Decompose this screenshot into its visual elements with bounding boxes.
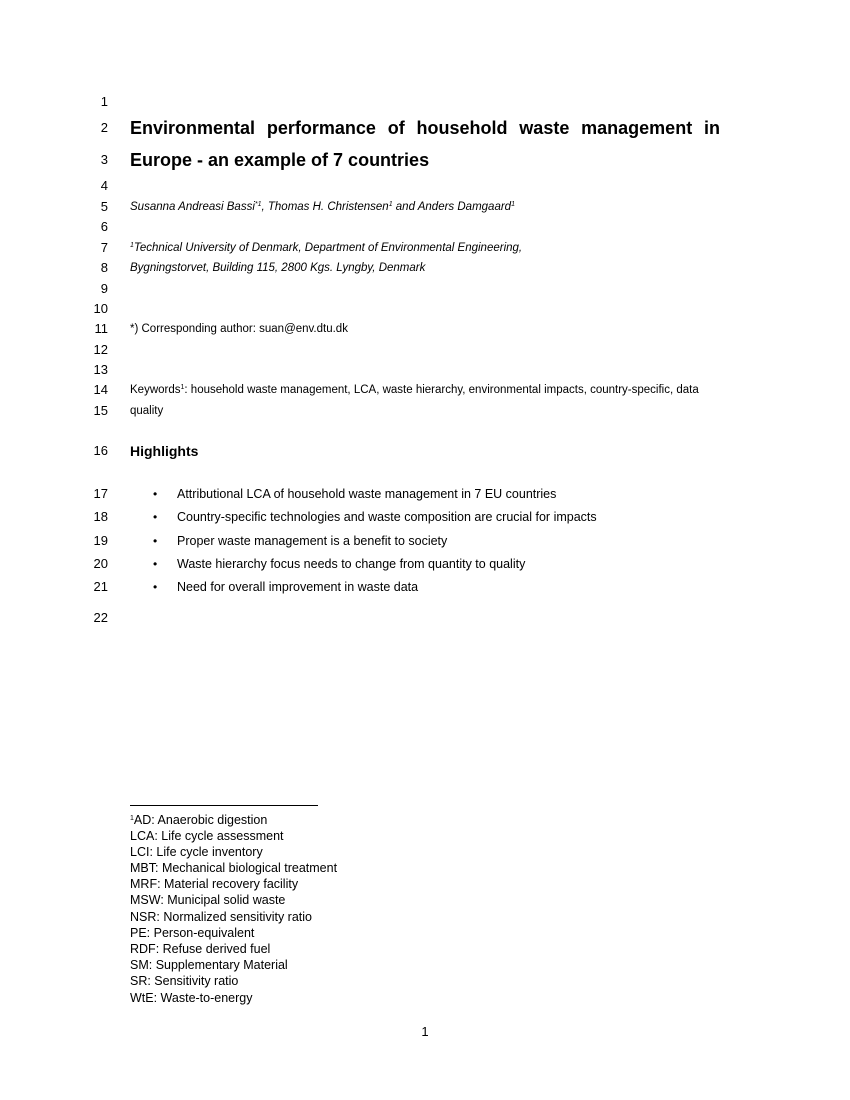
line-number: 6 (100, 219, 108, 234)
line-number: 22 (93, 610, 108, 625)
highlight-item: Need for overall improvement in waste data (177, 580, 419, 594)
affiliation-line-2: Bygningstorvet, Building 115, 2800 Kgs. Lyngby, Denmark (130, 262, 426, 274)
keywords-text: : household waste management, LCA, waste hierarchy, environmental impacts, country-specific, data (184, 384, 699, 396)
footnote-text: AD: Anaerobic digestion (133, 813, 268, 827)
line-number: 1 (100, 94, 108, 109)
line-number: 15 (93, 403, 108, 418)
footnote-line: MRF: Material recovery facility (130, 877, 299, 891)
bullet-icon: • (153, 534, 158, 548)
footnote-superscript: 1 (130, 815, 134, 822)
footnote-line: WtE: Waste-to-energy (130, 991, 253, 1005)
bullet-icon: • (153, 557, 158, 571)
footnote-line: RDF: Refuse derived fuel (130, 942, 271, 956)
footnote-line: SR: Sensitivity ratio (130, 974, 239, 988)
footnote-line: PE: Person-equivalent (130, 926, 255, 940)
highlights-heading: Highlights (130, 443, 199, 459)
keywords-line-2: quality (130, 405, 164, 417)
author-superscript: 1 (388, 201, 393, 208)
highlight-item: Waste hierarchy focus needs to change from quantity to quality (177, 557, 526, 571)
line-number: 17 (93, 486, 108, 501)
author-name: and Anders Damgaard (392, 201, 512, 213)
affiliation-text: Technical University of Denmark, Department of Environmental Engineering, (133, 242, 523, 254)
keywords-label: Keywords (130, 384, 181, 396)
author-name: , Thomas H. Christensen (261, 201, 389, 213)
line-number: 3 (100, 152, 108, 167)
author-superscript: *1 (254, 201, 262, 208)
page-number: 1 (421, 1024, 429, 1039)
line-number: 12 (93, 342, 108, 357)
highlight-item: Attributional LCA of household waste management in 7 EU countries (177, 487, 557, 501)
line-number: 7 (100, 240, 108, 255)
line-number: 2 (100, 120, 108, 135)
line-number: 4 (100, 178, 108, 193)
line-number: 13 (93, 362, 108, 377)
footnote-separator (130, 805, 318, 806)
keywords-superscript: 1 (180, 384, 185, 391)
line-number: 16 (93, 443, 108, 458)
affiliation-line-1 (130, 240, 522, 256)
footnote-line: SM: Supplementary Material (130, 958, 288, 972)
line-number: 11 (94, 321, 108, 336)
line-number: 8 (100, 260, 108, 275)
line-number: 5 (100, 199, 108, 214)
footnote-line (130, 812, 267, 828)
footnote-line: MBT: Mechanical biological treatment (130, 861, 338, 875)
footnote-line: MSW: Municipal solid waste (130, 893, 286, 907)
author-superscript: 1 (511, 201, 515, 208)
author-list (130, 199, 515, 215)
keywords-line-1 (130, 382, 699, 398)
footnote-line: NSR: Normalized sensitivity ratio (130, 910, 312, 924)
line-number: 19 (93, 533, 108, 548)
line-number: 9 (100, 281, 108, 296)
bullet-icon: • (153, 580, 158, 594)
footnote-line: LCA: Life cycle assessment (130, 829, 284, 843)
line-number: 18 (93, 509, 108, 524)
paper-title-line-1: Environmental performance of household waste management in (130, 118, 720, 138)
affiliation-superscript: 1 (130, 242, 134, 249)
line-number: 21 (93, 579, 108, 594)
bullet-icon: • (153, 510, 158, 524)
bullet-icon: • (153, 487, 158, 501)
line-number: 10 (93, 301, 108, 316)
corresponding-author: *) Corresponding author: suan@env.dtu.dk (130, 323, 348, 335)
line-number: 20 (93, 556, 108, 571)
paper-title-line-2: Europe - an example of 7 countries (130, 150, 430, 170)
author-name: Susanna Andreasi Bassi (130, 201, 255, 213)
footnote-line: LCI: Life cycle inventory (130, 845, 263, 859)
highlight-item: Country-specific technologies and waste composition are crucial for impacts (177, 510, 597, 524)
highlight-item: Proper waste management is a benefit to society (177, 534, 448, 548)
line-number: 14 (93, 382, 108, 397)
